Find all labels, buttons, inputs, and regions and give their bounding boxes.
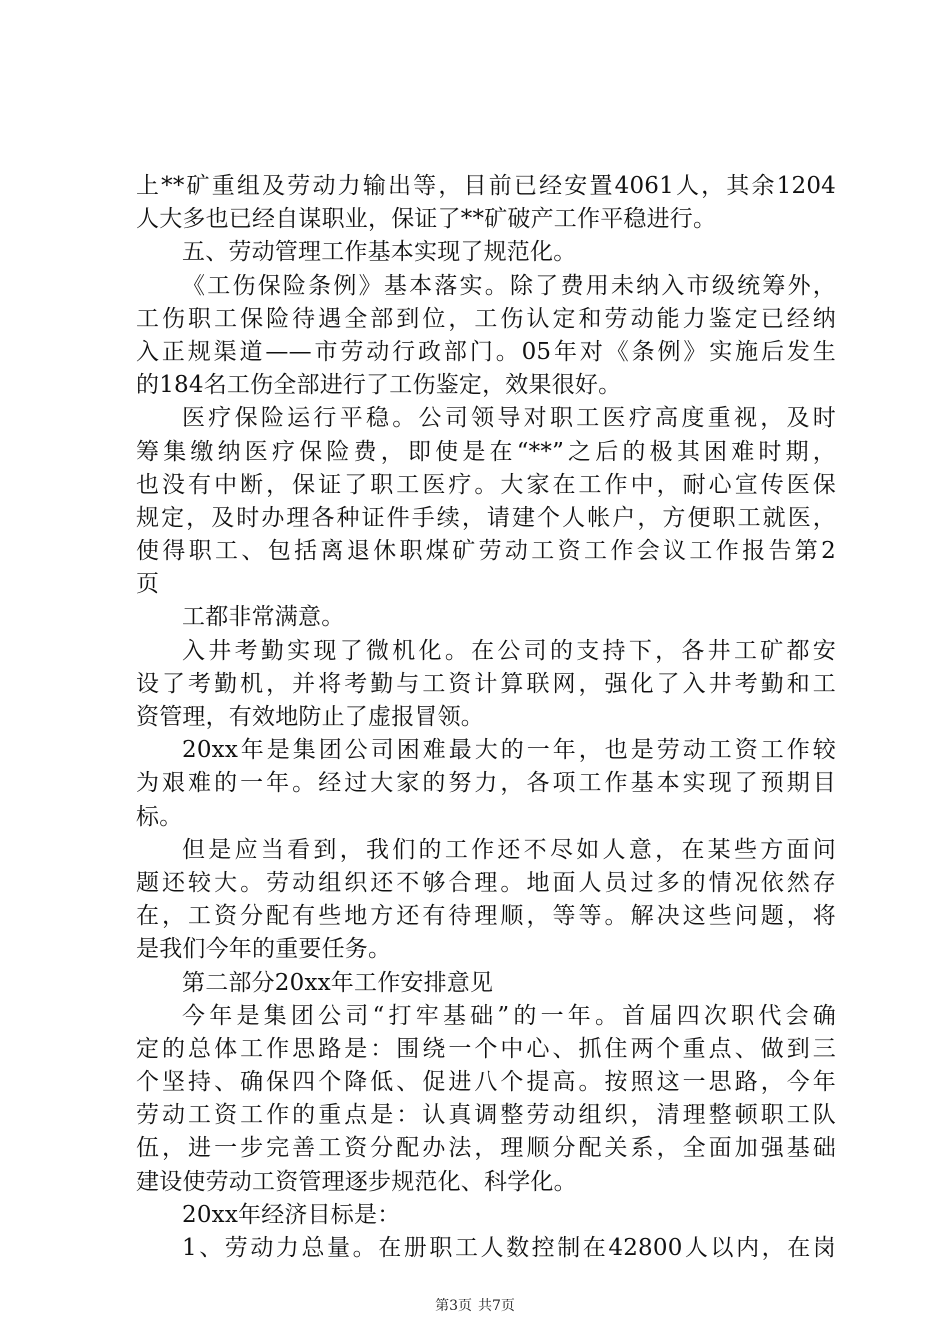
text-line: 页: [136, 571, 160, 598]
page-footer: [0, 1296, 950, 1316]
text-line: 也没有中断，保证了职工医疗。大家在工作中，耐心宣传医保: [136, 471, 836, 498]
text-line: 在，工资分配有些地方还有待理顺，等等。解决这些问题，将: [136, 903, 836, 930]
text-line: 20xx年是集团公司困难最大的一年，也是劳动工资工作较: [182, 737, 836, 764]
text-line: 工都非常满意。: [182, 604, 345, 631]
text-line: 《工伤保险条例》基本落实。除了费用未纳入市级统筹外，: [182, 272, 836, 299]
text-line: 个坚持、确保四个降低、促进八个提高。按照这一思路，今年: [136, 1069, 836, 1096]
page-total: 共7页: [478, 1298, 515, 1314]
text-line: 第二部分20xx年工作安排意见: [182, 969, 494, 996]
text-line: 定的总体工作思路是：围绕一个中心、抓住两个重点、做到三: [136, 1035, 836, 1062]
text-line: 设了考勤机，并将考勤与工资计算联网，强化了入井考勤和工: [136, 670, 836, 697]
text-line: 入井考勤实现了微机化。在公司的支持下，各井工矿都安: [182, 637, 836, 664]
text-line: 劳动工资工作的重点是：认真调整劳动组织，清理整顿职工队: [136, 1102, 836, 1129]
text-line: 资管理，有效地防止了虚报冒领。: [136, 704, 484, 730]
text-line: 1、劳动力总量。在册职工人数控制在42800人以内，在岗: [182, 1235, 836, 1261]
document-body: [136, 170, 836, 1265]
text-line: 标。: [136, 803, 183, 830]
page-number: 第3页: [435, 1298, 472, 1314]
text-line: 入正规渠道——市劳动行政部门。05年对《条例》实施后发生: [136, 338, 836, 365]
text-line: 人大多也已经自谋职业，保证了**矿破产工作平稳进行。: [136, 206, 717, 233]
text-line: 筹集缴纳医疗保险费，即使是在“**”之后的极其困难时期，: [136, 438, 836, 465]
text-line: 题还较大。劳动组织还不够合理。地面人员过多的情况依然存: [136, 869, 836, 896]
text-line: 为艰难的一年。经过大家的努力，各项工作基本实现了预期目: [136, 770, 836, 797]
text-line: 20xx年经济目标是：: [182, 1201, 401, 1228]
text-line: 使得职工、包括离退休职煤矿劳动工资工作会议工作报告第2: [136, 538, 836, 565]
text-line: 的184名工伤全部进行了工伤鉴定，效果很好。: [136, 372, 622, 399]
text-line: 上**矿重组及劳动力输出等，目前已经安置4061人，其余1204: [136, 173, 836, 199]
text-line: 规定，及时办理各种证件手续，请建个人帐户，方便职工就医，: [136, 504, 836, 531]
text-line: 今年是集团公司“打牢基础”的一年。首届四次职代会确: [182, 1002, 836, 1029]
text-line: 工伤职工保险待遇全部到位，工伤认定和劳动能力鉴定已经纳: [136, 305, 836, 332]
text-line: 伍，进一步完善工资分配办法，理顺分配关系，全面加强基础: [136, 1135, 836, 1162]
text-line: 建设使劳动工资管理逐步规范化、科学化。: [136, 1168, 577, 1195]
text-line: 五、劳动管理工作基本实现了规范化。: [182, 239, 577, 266]
text-line: 但是应当看到，我们的工作还不尽如人意，在某些方面问: [182, 836, 836, 863]
text-line: 是我们今年的重要任务。: [136, 936, 392, 963]
text-line: 医疗保险运行平稳。公司领导对职工医疗高度重视，及时: [182, 405, 836, 432]
